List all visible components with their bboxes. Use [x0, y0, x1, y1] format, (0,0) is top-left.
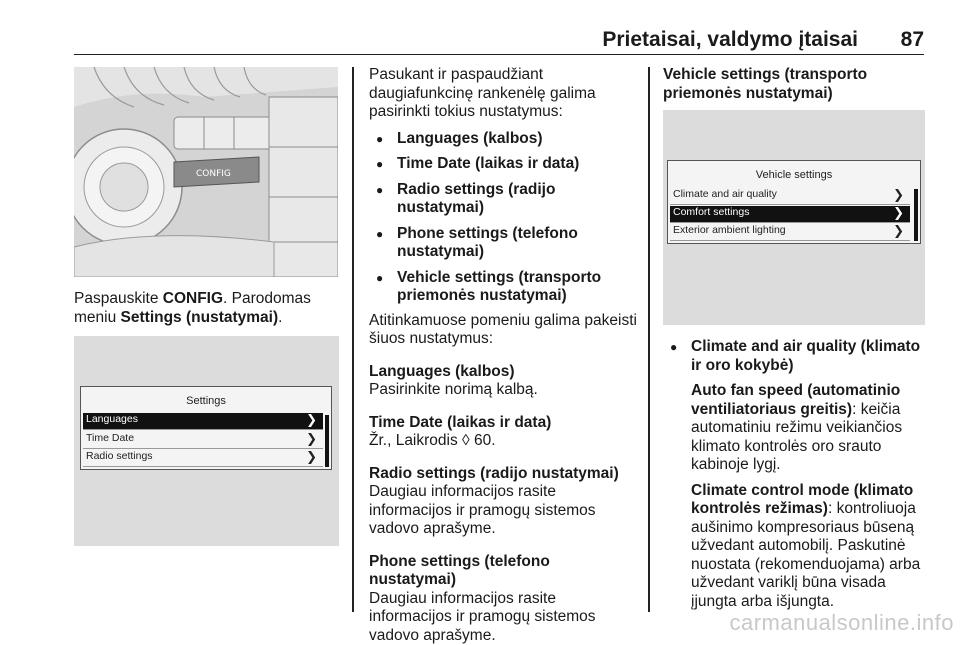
settings-list	[369, 130, 639, 306]
config-button-label: CONFIG	[196, 169, 231, 179]
section-heading: Languages (kalbos)	[369, 363, 639, 382]
list-item: ● Vehicle settings (transporto priemonės nustatymai)	[369, 269, 639, 306]
console-illustration	[74, 67, 338, 277]
auto-fan-heading: Auto fan speed (automatinio ventiliatoriaus greitis)	[691, 382, 900, 418]
settings-item-time-date[interactable]: Time Date ❯	[83, 432, 323, 449]
section-body: Pasirinkite norimą kalbą.	[369, 381, 639, 400]
vehicle-screen-frame	[663, 110, 925, 325]
chevron-right-icon: ❯	[306, 449, 317, 465]
vehicle-item-climate[interactable]: Climate and air quality ❯	[670, 188, 910, 205]
settings-item-languages[interactable]: Languages ❯	[83, 413, 323, 430]
settings-item-radio[interactable]: Radio settings ❯	[83, 450, 323, 467]
page-title: Prietaisai, valdymo įtaisai	[602, 28, 858, 52]
settings-screen-frame	[74, 336, 339, 546]
page-number: 87	[901, 28, 924, 52]
climate-section	[663, 338, 928, 611]
scrollbar[interactable]	[914, 189, 918, 241]
chevron-right-icon: ❯	[893, 223, 904, 239]
list-item: ● Phone settings (telefono nustatymai)	[369, 225, 639, 262]
chevron-right-icon: ❯	[893, 205, 904, 221]
page-header	[74, 22, 924, 55]
chevron-right-icon: ❯	[306, 412, 317, 428]
vehicle-settings-screen	[667, 160, 921, 244]
settings-screen-title: Settings	[81, 395, 331, 407]
chevron-right-icon: ❯	[306, 431, 317, 447]
vehicle-item-comfort[interactable]: Comfort settings ❯	[670, 206, 910, 223]
list-item: ● Time Date (laikas ir data)	[369, 155, 639, 174]
climate-mode-paragraph: Climate control mode (klimato kontrolės režimas): kontroliuoja aušinimo kompresoriaus būseną užvedant automobilį. Paskutinė nuostata (rekomenduojama) arba užvedant variklį būna visada įjungta arba išjungta.	[663, 482, 928, 612]
after-list-text: Atitinkamuose pomeniu galima pakeisti šiuos nustatymus:	[369, 312, 639, 349]
section-body: Daugiau informacijos rasite informacijos ir pramogų sistemos vadovo aprašyme.	[369, 590, 639, 645]
climate-mode-heading: Climate control mode (klimato kontrolės režimas)	[691, 482, 913, 518]
section-body: Daugiau informacijos rasite informacijos ir pramogų sistemos vadovo aprašyme.	[369, 483, 639, 539]
console-drawing	[74, 67, 338, 277]
settings-screen	[80, 386, 332, 470]
auto-fan-paragraph: Auto fan speed (automatinio ventiliatoriaus greitis): keičia automatiniu režimu veikiančios klimato kontrolės oro srauto kabinoje lygį.	[663, 382, 928, 475]
section-heading: Phone settings (telefono nustatymai)	[369, 553, 639, 590]
config-term: CONFIG	[163, 290, 223, 307]
column-2	[369, 66, 639, 645]
scrollbar[interactable]	[325, 415, 329, 467]
config-paragraph: Paspauskite CONFIG. Parodomas meniu Settings (nustatymai).	[74, 290, 339, 327]
list-item: ● Climate and air quality (klimato ir oro kokybė)	[663, 338, 928, 375]
intro-text: Pasukant ir paspaudžiant daugiafunkcinę rankenėlę galima pasirinkti tokius nustatymus:	[369, 66, 639, 122]
list-item: ● Radio settings (radijo nustatymai)	[369, 181, 639, 218]
list-item: ● Languages (kalbos)	[369, 130, 639, 149]
settings-term: Settings (nustatymai)	[121, 309, 279, 326]
chevron-right-icon: ❯	[893, 187, 904, 203]
column-divider	[648, 67, 650, 612]
section-body: Žr., Laikrodis ◊ 60.	[369, 432, 639, 451]
watermark: carmanualsonline.info	[729, 610, 954, 636]
column-divider	[352, 67, 354, 612]
section-heading: Time Date (laikas ir data)	[369, 414, 639, 433]
vehicle-screen-title: Vehicle settings	[668, 169, 920, 181]
vehicle-list	[663, 338, 928, 375]
vehicle-settings-heading: Vehicle settings (transporto priemonės nustatymai)	[663, 66, 893, 103]
section-heading: Radio settings (radijo nustatymai)	[369, 465, 639, 484]
vehicle-item-exterior-lighting[interactable]: Exterior ambient lighting ❯	[670, 224, 910, 241]
